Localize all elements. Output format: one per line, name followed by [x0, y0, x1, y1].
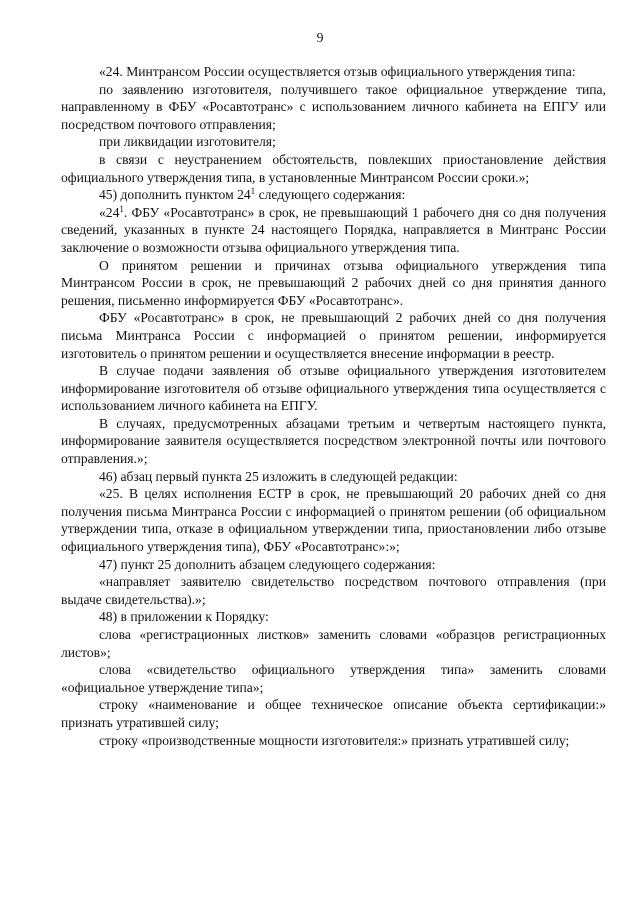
paragraph-text: . ФБУ «Росавтотранс» в срок, не превышающий 1 рабочего дня со дня получения сведений, указанных в пункте 24 настоящего Порядка, направляется в Минтранс России заключение о возможности отзыва официального утверждения типа. [61, 204, 606, 255]
paragraph: ФБУ «Росавтотранс» в срок, не превышающий 2 рабочих дней со дня получения письма Минтранса России с информацией о принятом решении, информируется изготовитель о принятом решении и осуществляется внесение информации в реестр. [61, 310, 606, 361]
paragraph-text: следующего содержания: [255, 187, 406, 203]
paragraph: «25. В целях исполнения ЕСТР в срок, не превышающий 20 рабочих дней со дня получения письма Минтранса России с информацией о принятом решении (об официальном утверждении типа, отказе в официальном утверждении типа, приостановлении либо отзыве официального утверждения типа), ФБУ «Росавтотранс»:»; [61, 486, 606, 555]
paragraph: «направляет заявителю свидетельство посредством почтового отправления (при выдаче свидетельства).»; [61, 574, 606, 607]
paragraph-text: 45) дополнить пунктом 24 [99, 187, 251, 203]
paragraph: строку «наименование и общее техническое описание объекта сертификации:» признать утратившей силу; [61, 697, 606, 730]
document-body [61, 63, 606, 749]
paragraph-text: «24 [99, 204, 120, 220]
superscript-index: 1 [250, 186, 256, 197]
page-number: 9 [316, 30, 324, 45]
paragraph: слова «регистрационных листков» заменить словами «образцов регистрационных листов»; [61, 627, 606, 660]
paragraph: «24. Минтрансом России осуществляется отзыв официального утверждения типа: [99, 64, 576, 79]
paragraph: О принятом решении и причинах отзыва официального утверждения типа Минтрансом России в срок, не превышающий 2 рабочих дней со дня принятия данного решения, письменно информируется ФБУ «Росавтотранс». [61, 257, 606, 308]
paragraph: В случаях, предусмотренных абзацами третьим и четвертым настоящего пункта, информирование заявителя осуществляется посредством электронной почты или почтового отправления.»; [61, 415, 606, 467]
paragraph [61, 186, 606, 204]
paragraph: в связи с неустранением обстоятельств, повлекших приостановление действия официального утверждения типа, в установленные Минтрансом России сроки.»; [61, 151, 606, 185]
paragraph: строку «производственные мощности изготовителя:» признать утратившей силу; [99, 732, 570, 748]
paragraph: при ликвидации изготовителя; [99, 134, 276, 150]
paragraph: 46) абзац первый пункта 25 изложить в следующей редакции: [99, 468, 458, 484]
superscript-index: 1 [119, 203, 124, 214]
paragraph: слова «свидетельство официального утверждения типа» заменить словами «официальное утверждение типа»; [61, 662, 606, 695]
paragraph: 47) пункт 25 дополнить абзацем следующего содержания: [99, 556, 436, 572]
paragraph: В случае подачи заявления об отзыве официального утверждения изготовителем информирование изготовителя об отзыве официального утверждения типа осуществляется с использованием личного кабинета на ЕПГУ. [61, 363, 606, 414]
paragraph: 48) в приложении к Порядку: [99, 609, 269, 625]
paragraph: по заявлению изготовителя, получившего такое официальное утверждение типа, направленному в ФБУ «Росавтотранс» с использованием личного кабинета на ЕПГУ или посредством почтового отправления; [61, 81, 606, 132]
paragraph [61, 204, 606, 257]
